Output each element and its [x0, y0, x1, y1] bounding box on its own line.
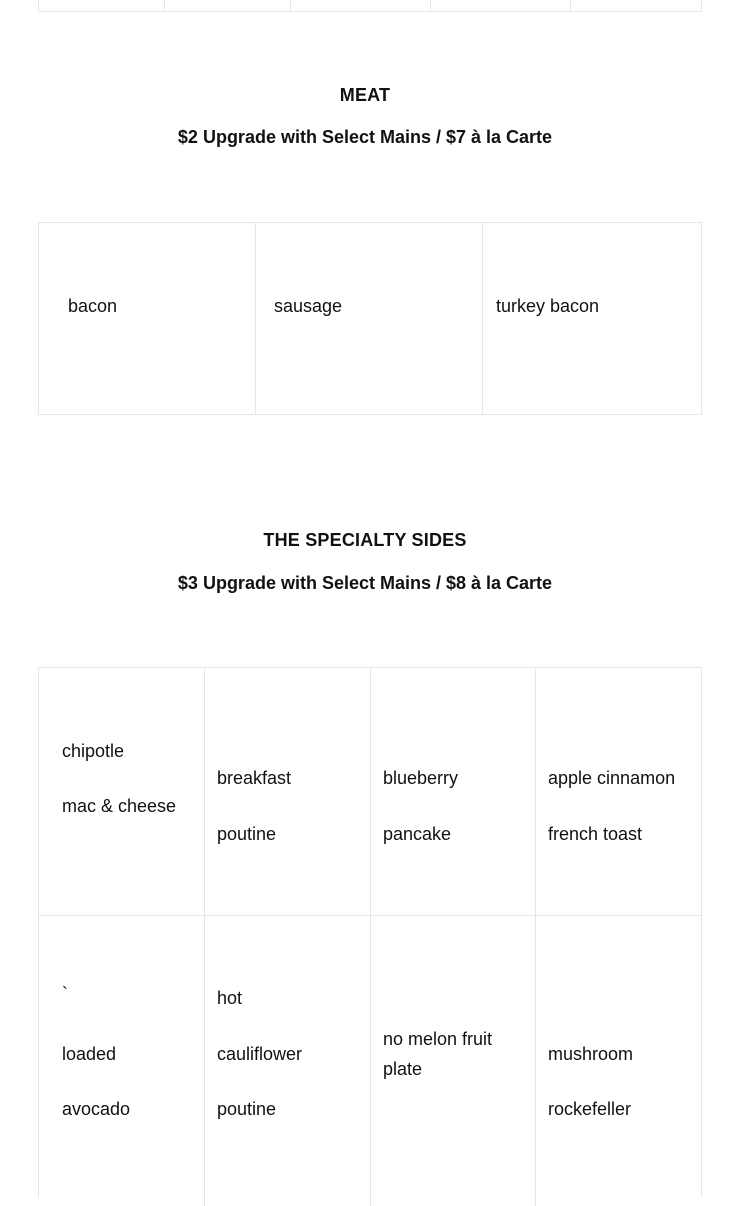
meat-section-title: MEAT: [339, 85, 391, 105]
specialty-table: [38, 667, 702, 1197]
table-cell: [205, 668, 371, 916]
specialty-item-line: mushroom: [548, 1044, 634, 1064]
table-cell: [39, 668, 205, 916]
table-divider: [290, 0, 291, 11]
meat-item-turkey-bacon: turkey bacon: [496, 296, 600, 316]
specialty-item-line: no melon fruit: [383, 1029, 493, 1049]
table-divider: [570, 0, 571, 11]
specialty-item-line: loaded: [62, 1044, 117, 1064]
specialty-item-line: french toast: [548, 824, 643, 844]
table-cell: [371, 916, 536, 1206]
specialty-item-line: mac & cheese: [62, 796, 177, 816]
table-cell: [39, 916, 205, 1206]
specialty-item-line: avocado: [62, 1099, 131, 1119]
specialty-section-price: $3 Upgrade with Select Mains / $8 à la Carte: [177, 573, 553, 593]
specialty-item-line: plate: [383, 1059, 423, 1079]
specialty-item-line: poutine: [217, 1099, 277, 1119]
meat-item-bacon: bacon: [68, 296, 118, 316]
specialty-item-line: chipotle: [62, 741, 125, 761]
specialty-item-line: poutine: [217, 824, 277, 844]
table-cell: [256, 223, 483, 414]
specialty-item-line: apple cinnamon: [548, 768, 676, 788]
meat-table: [38, 222, 702, 415]
specialty-item-line: hot: [217, 988, 243, 1008]
meat-section-price: $2 Upgrade with Select Mains / $7 à la Carte: [177, 127, 553, 147]
table-cell: [536, 916, 701, 1206]
specialty-item-line: `: [62, 984, 68, 1004]
table-cell: [536, 668, 701, 916]
specialty-item-line: breakfast: [217, 768, 292, 788]
table-cell: [39, 223, 256, 414]
table-cell: [483, 223, 701, 414]
specialty-item-line: cauliflower: [217, 1044, 303, 1064]
specialty-item-line: pancake: [383, 824, 452, 844]
previous-section-table: [38, 0, 702, 12]
specialty-section-title: THE SPECIALTY SIDES: [263, 530, 467, 550]
specialty-item-line: blueberry: [383, 768, 459, 788]
table-cell: [205, 916, 371, 1206]
table-cell: [371, 668, 536, 916]
meat-item-sausage: sausage: [274, 296, 343, 316]
table-divider: [430, 0, 431, 11]
table-divider: [164, 0, 165, 11]
specialty-item-line: rockefeller: [548, 1099, 632, 1119]
